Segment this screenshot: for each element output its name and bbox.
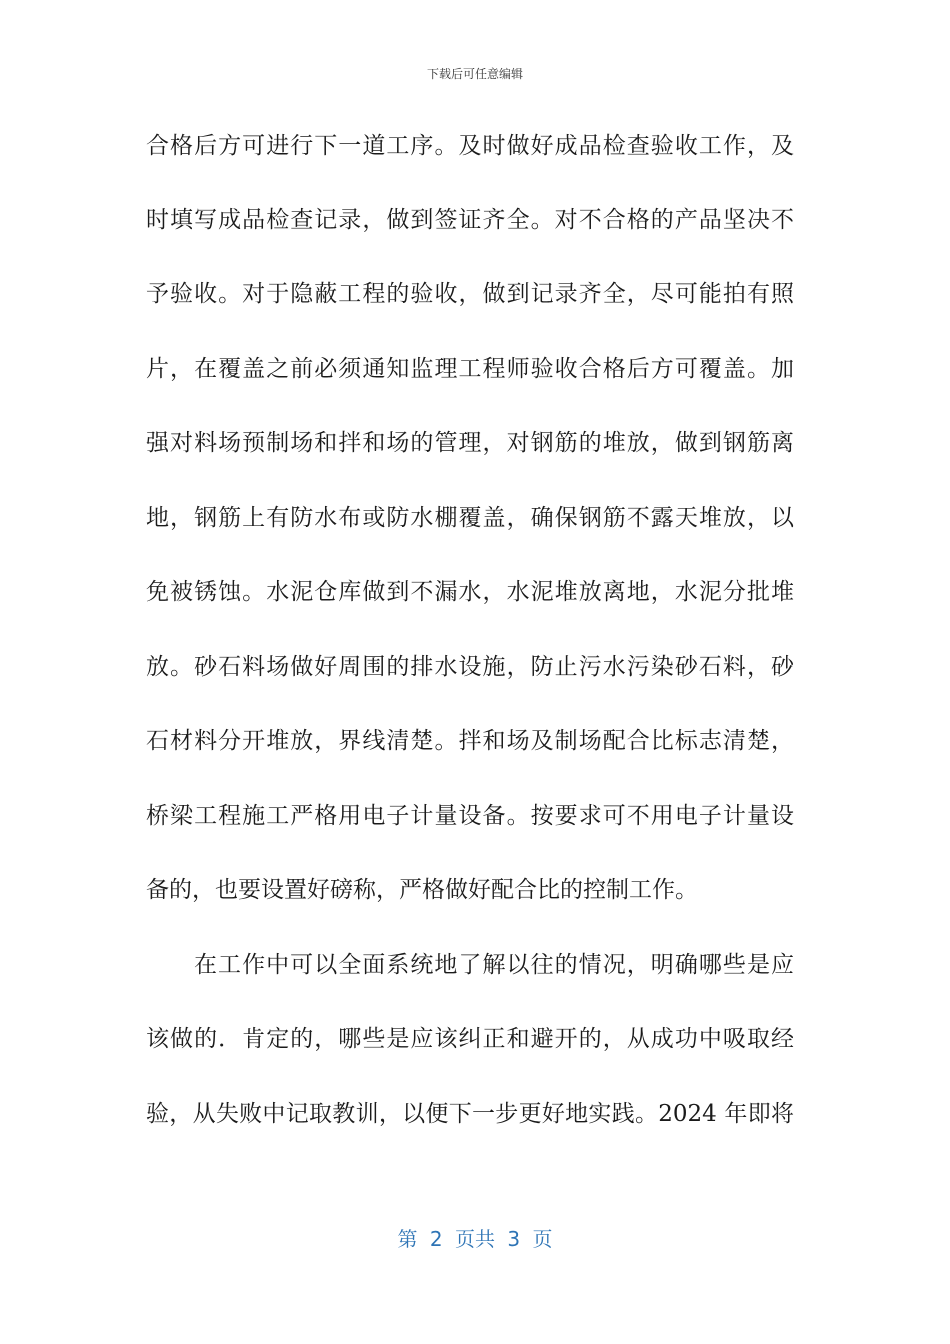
page-number-footer bbox=[0, 1226, 950, 1252]
body-line: 放。砂石料场做好周围的排水设施，防止污水污染砂石料，砂 bbox=[146, 654, 794, 680]
body-line: 强对料场预制场和拌和场的管理，对钢筋的堆放，做到钢筋离 bbox=[146, 430, 794, 456]
body-line: 石材料分开堆放，界线清楚。拌和场及制场配合比标志清楚， bbox=[146, 728, 794, 754]
footer-prefix: 第 bbox=[397, 1227, 418, 1251]
total-page-number: 3 bbox=[507, 1227, 521, 1251]
page-header-note: 下载后可任意编辑 bbox=[426, 67, 523, 81]
body-line: 片，在覆盖之前必须通知监理工程师验收合格后方可覆盖。加 bbox=[146, 356, 794, 382]
body-line: 合格后方可进行下一道工序。及时做好成品检查验收工作，及 bbox=[146, 133, 794, 159]
body-line: 予验收。对于隐蔽工程的验收，做到记录齐全，尽可能拍有照 bbox=[146, 281, 794, 307]
body-line: 桥梁工程施工严格用电子计量设备。按要求可不用电子计量设 bbox=[146, 803, 794, 829]
footer-suffix: 页 bbox=[532, 1227, 553, 1251]
footer-middle: 页共 bbox=[455, 1227, 495, 1251]
body-line: 备的，也要设置好磅称，严格做好配合比的控制工作。 bbox=[146, 877, 698, 903]
current-page-number: 2 bbox=[429, 1227, 443, 1251]
paragraph-first-line: 在工作中可以全面系统地了解以往的情况，明确哪些是应 bbox=[194, 952, 794, 978]
body-line: 免被锈蚀。水泥仓库做到不漏水，水泥堆放离地，水泥分批堆 bbox=[146, 579, 794, 605]
body-line: 验，从失败中记取教训，以便下一步更好地实践。2024 年即将 bbox=[146, 1101, 794, 1127]
body-line: 地，钢筋上有防水布或防水棚覆盖，确保钢筋不露天堆放，以 bbox=[146, 505, 794, 531]
body-line: 时填写成品检查记录，做到签证齐全。对不合格的产品坚决不 bbox=[146, 207, 794, 233]
body-line: 该做的．肯定的，哪些是应该纠正和避开的，从成功中吸取经 bbox=[146, 1026, 794, 1052]
